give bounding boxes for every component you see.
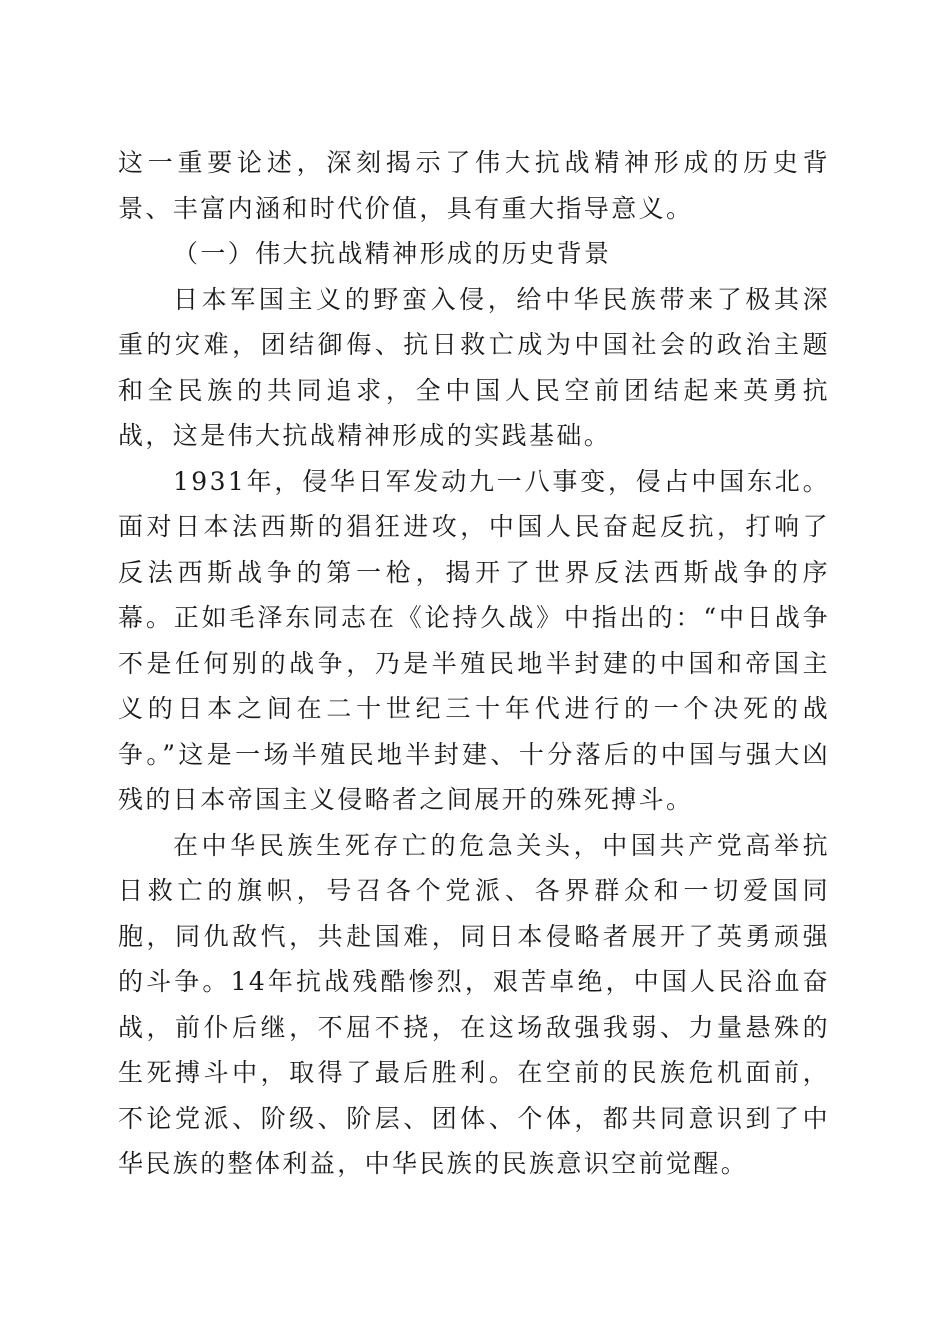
paragraph-intro-continuation: 这一重要论述，深刻揭示了伟大抗战精神形成的历史背景、丰富内涵和时代价值，具有重大指导意义。 [118,148,830,223]
paragraph-1931: 1931年，侵华日军发动九一八事变，侵占中国东北。面对日本法西斯的猖狂进攻，中国人民奋起反抗，打响了反法西斯战争的第一枪，揭开了世界反法西斯战争的序幕。正如毛泽东同志在《论持久战》中指出的：“中日战争不是任何别的战争，乃是半殖民地半封建的中国和帝国主义的日本之间在二十世纪三十年代进行的一个决死的战争。”这是一场半殖民地半封建、十分落后的中国与强大凶残的日本帝国主义侵略者之间展开的殊死搏斗。 [118,466,830,814]
section-heading: （一）伟大抗战精神形成的历史背景 [173,239,612,268]
document-body [118,140,830,1187]
paragraph-national-crisis: 在中华民族生死存亡的危急关头，中国共产党高举抗日救亡的旗帜，号召各个党派、各界群众和一切爱国同胞，同仇敌忾，共赴国难，同日本侵略者展开了英勇顽强的斗争。14年抗战残酷惨烈，艰苦卓绝，中国人民浴血奋战，前仆后继，不屈不挠，在这场敌强我弱、力量悬殊的生死搏斗中，取得了最后胜利。在空前的民族危机面前，不论党派、阶级、阶层、团体、个体，都共同意识到了中华民族的整体利益，中华民族的民族意识空前觉醒。 [118,830,830,1178]
paragraph-invasion: 日本军国主义的野蛮入侵，给中华民族带来了极其深重的灾难，团结御侮、抗日救亡成为中国社会的政治主题和全民族的共同追求，全中国人民空前团结起来英勇抗战，这是伟大抗战精神形成的实践基础。 [118,284,830,450]
